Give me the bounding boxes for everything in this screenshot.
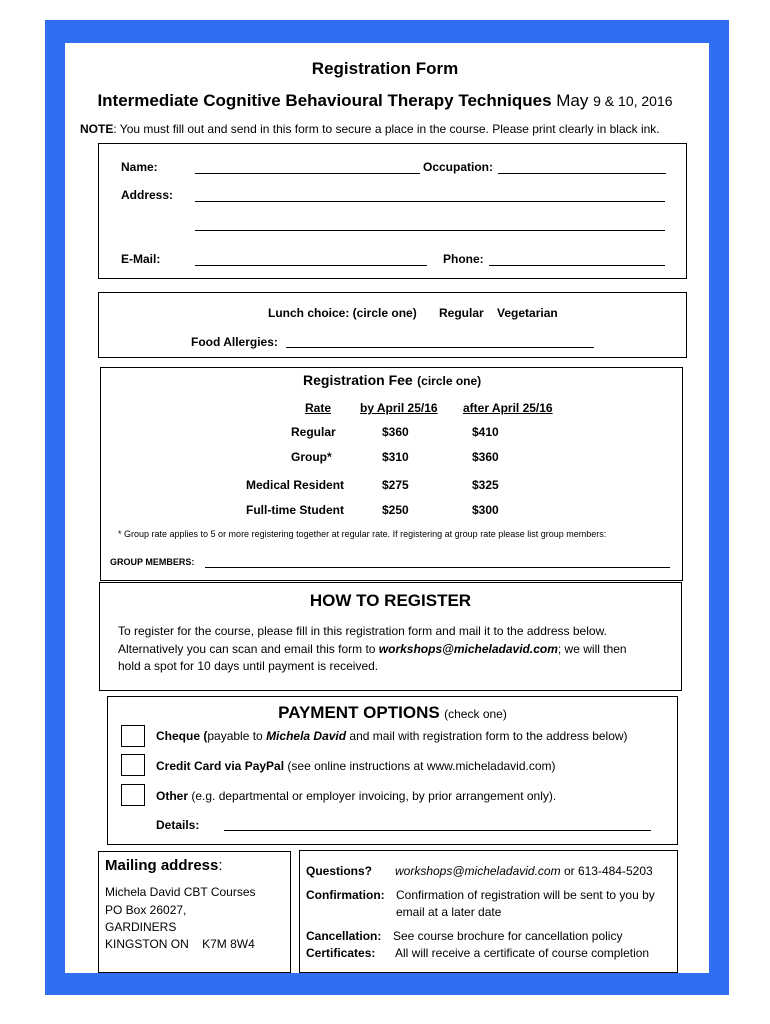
payment-title-line [107, 703, 678, 723]
other-option-text [156, 789, 556, 803]
fee-row-early[interactable]: $310 [382, 450, 409, 464]
details-field[interactable] [224, 830, 651, 831]
registration-fee-box [100, 367, 683, 581]
fee-row-early[interactable]: $275 [382, 478, 409, 492]
personal-info-box [98, 143, 687, 279]
fee-row-rate: Full-time Student [246, 503, 344, 517]
fee-row-rate: Group* [291, 450, 332, 464]
how-to-line3: hold a spot for 10 days until payment is received. [118, 659, 379, 673]
mailing-line: PO Box 26027, [105, 903, 187, 917]
other-rest: (e.g. departmental or employer invoicing, by prior arrangement only). [191, 789, 557, 803]
other-label: Other [156, 789, 189, 803]
certificates-text: All will receive a certificate of course completion [395, 946, 650, 960]
note-text: : You must fill out and send in this form to secure a place in the course. Please print clearly in black ink. [113, 122, 660, 136]
fee-title-note: (circle one) [417, 374, 482, 388]
fee-title-line [303, 372, 481, 390]
fee-row-early[interactable]: $360 [382, 425, 409, 439]
questions-contact [395, 864, 653, 878]
lunch-choice-label: Lunch choice: (circle one) [268, 306, 417, 320]
course-dates: 9 & 10, 2016 [593, 93, 673, 109]
fee-row-late[interactable]: $360 [472, 450, 499, 464]
mailing-title: Mailing address [105, 857, 219, 874]
mailing-line: KINGSTON ON K7M 8W4 [105, 937, 255, 951]
address-field-line1[interactable] [195, 201, 665, 202]
fee-row-rate: Regular [291, 425, 336, 439]
group-members-field[interactable] [205, 567, 670, 568]
fee-row-late[interactable]: $410 [472, 425, 499, 439]
paypal-label: Credit Card via PayPal [156, 759, 285, 773]
course-title-line [0, 91, 770, 111]
form-title: Registration Form [311, 59, 459, 78]
fee-row-early[interactable]: $250 [382, 503, 409, 517]
occupation-label: Occupation: [423, 160, 494, 174]
course-title: Intermediate Cognitive Behavioural Therapy Techniques [97, 91, 552, 110]
name-field[interactable] [195, 173, 420, 174]
paypal-option-text [156, 759, 556, 773]
lunch-option-vegetarian[interactable]: Vegetarian [497, 306, 558, 320]
how-to-line2-post: ; we will then [557, 642, 627, 656]
food-allergies-label: Food Allergies: [191, 335, 278, 349]
payment-title: PAYMENT OPTIONS [278, 703, 440, 722]
cheque-mid: payable to [207, 729, 267, 743]
mailing-line: Michela David CBT Courses [105, 885, 256, 899]
paypal-rest: (see online instructions at www.micheladavid.com) [287, 759, 556, 773]
cheque-label: Cheque ( [156, 729, 208, 743]
questions-phone: or 613-484-5203 [563, 864, 653, 878]
how-to-line1: To register for the course, please fill in this registration form and mail it to the address below. [118, 624, 607, 638]
note-line [80, 122, 660, 136]
confirmation-text-1: Confirmation of registration will be sent to you by [396, 888, 655, 902]
mailing-colon: : [218, 857, 223, 874]
note-label: NOTE [80, 122, 114, 136]
cheque-rest: and mail with registration form to the address below) [346, 729, 628, 743]
details-label: Details: [156, 818, 200, 832]
lunch-box [98, 292, 687, 358]
email-field[interactable] [195, 265, 427, 266]
food-allergies-field[interactable] [286, 347, 594, 348]
phone-label: Phone: [443, 252, 484, 266]
mailing-line: GARDINERS [105, 920, 177, 934]
occupation-field[interactable] [498, 173, 666, 174]
payment-title-note: (check one) [444, 707, 507, 721]
paypal-checkbox[interactable] [121, 754, 145, 776]
cheque-payee: Michela David [266, 729, 347, 743]
fee-header-early: by April 25/16 [360, 401, 438, 415]
other-checkbox[interactable] [121, 784, 145, 806]
cancellation-label: Cancellation: [306, 929, 382, 943]
confirmation-label: Confirmation: [306, 888, 385, 902]
fee-row-rate: Medical Resident [246, 478, 345, 492]
how-to-register-title: HOW TO REGISTER [309, 591, 472, 610]
confirmation-text-2: email at a later date [396, 905, 502, 919]
register-email-link[interactable]: workshops@micheladavid.com [378, 642, 558, 656]
phone-field[interactable] [489, 265, 665, 266]
name-label: Name: [121, 160, 158, 174]
lunch-option-regular[interactable]: Regular [439, 306, 484, 320]
how-to-line2 [118, 642, 627, 656]
fee-header-late: after April 25/16 [463, 401, 553, 415]
questions-email[interactable]: workshops@micheladavid.com [395, 864, 561, 878]
group-rate-footnote: * Group rate applies to 5 or more registering together at regular rate. If registering at group rate please list group members: [118, 529, 607, 539]
mailing-title-line [105, 857, 223, 875]
cheque-option-text [156, 729, 628, 743]
certificates-label: Certificates: [306, 946, 376, 960]
questions-label: Questions? [306, 864, 373, 878]
address-label: Address: [121, 188, 174, 202]
fee-row-late[interactable]: $300 [472, 503, 499, 517]
cheque-checkbox[interactable] [121, 725, 145, 747]
fee-row-late[interactable]: $325 [472, 478, 499, 492]
fee-title: Registration Fee [303, 372, 413, 388]
how-to-line2-pre: Alternatively you can scan and email this form to [118, 642, 379, 656]
course-dates-month: May [556, 91, 589, 110]
cancellation-text: See course brochure for cancellation policy [393, 929, 623, 943]
email-label: E-Mail: [121, 252, 161, 266]
fee-header-rate: Rate [305, 401, 332, 415]
group-members-label: GROUP MEMBERS: [110, 557, 195, 567]
address-field-line2[interactable] [195, 230, 665, 231]
